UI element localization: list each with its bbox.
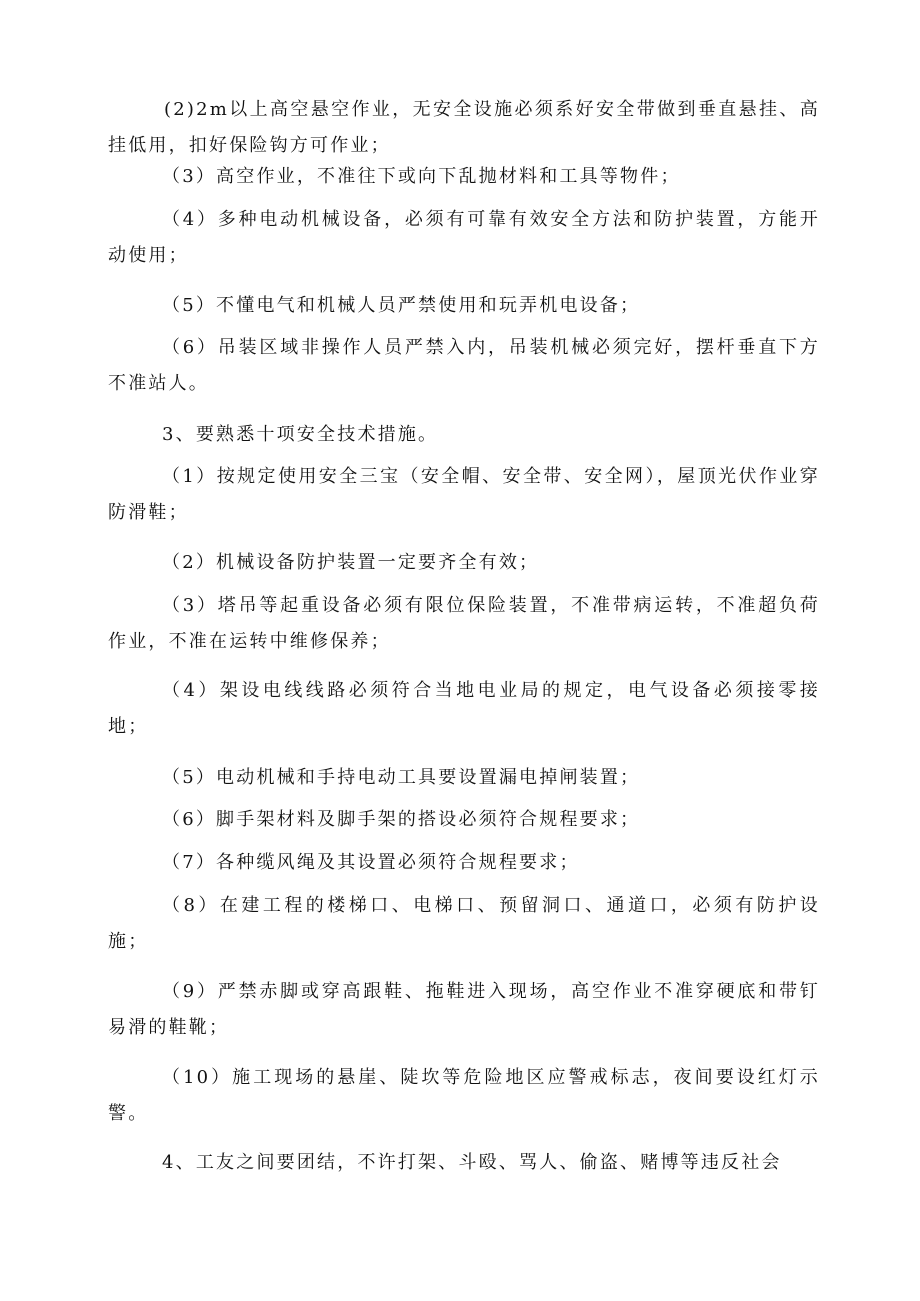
paragraph-openings-protection: （8）在建工程的楼梯口、电梯口、预留洞口、通道口，必须有防护设施； bbox=[108, 895, 820, 952]
paragraph-high-altitude-work: (2)2m以上高空悬空作业，无安全设施必须系好安全带做到垂直悬挂、高挂低用，扣好保险钩方可作业； bbox=[108, 99, 820, 156]
paragraph-electric-machinery: （4）多种电动机械设备，必须有可靠有效安全方法和防护装置，方能开动使用； bbox=[108, 209, 820, 266]
paragraph-leakage-protection: （5）电动机械和手持电动工具要设置漏电掉闸装置； bbox=[162, 767, 641, 788]
paragraph-footwear: （9）严禁赤脚或穿高跟鞋、拖鞋进入现场，高空作业不准穿硬底和带钉易滑的鞋靴； bbox=[108, 981, 820, 1038]
paragraph-hoisting-area: （6）吊装区域非操作人员严禁入内，吊装机械必须完好，摆杆垂直下方不准站人。 bbox=[108, 337, 820, 394]
paragraph-danger-warning: （10）施工现场的悬崖、陡坎等危险地区应警戒标志，夜间要设红灯示警。 bbox=[108, 1067, 820, 1124]
paragraph-section-4-heading: 4、工友之间要团结，不许打架、斗殴、骂人、偷盗、赌博等违反社会 bbox=[162, 1152, 782, 1173]
paragraph-section-3-heading: 3、要熟悉十项安全技术措施。 bbox=[162, 424, 439, 445]
paragraph-no-throwing: （3）高空作业，不准往下或向下乱抛材料和工具等物件； bbox=[162, 166, 681, 187]
paragraph-tower-crane: （3）塔吊等起重设备必须有限位保险装置，不准带病运转，不准超负荷作业，不准在运转中维修保养； bbox=[108, 595, 820, 652]
paragraph-guy-ropes: （7）各种缆风绳及其设置必须符合规程要求； bbox=[162, 852, 580, 873]
paragraph-safety-three-treasures: （1）按规定使用安全三宝（安全帽、安全带、安全网），屋顶光伏作业穿防滑鞋； bbox=[108, 466, 820, 523]
paragraph-electrical-personnel: （5）不懂电气和机械人员严禁使用和玩弄机电设备； bbox=[162, 295, 641, 316]
paragraph-scaffolding: （6）脚手架材料及脚手架的搭设必须符合规程要求； bbox=[162, 809, 641, 830]
paragraph-machine-guards: （2）机械设备防护装置一定要齐全有效； bbox=[162, 552, 540, 573]
paragraph-electric-lines: （4）架设电线线路必须符合当地电业局的规定，电气设备必须接零接地； bbox=[108, 680, 820, 737]
